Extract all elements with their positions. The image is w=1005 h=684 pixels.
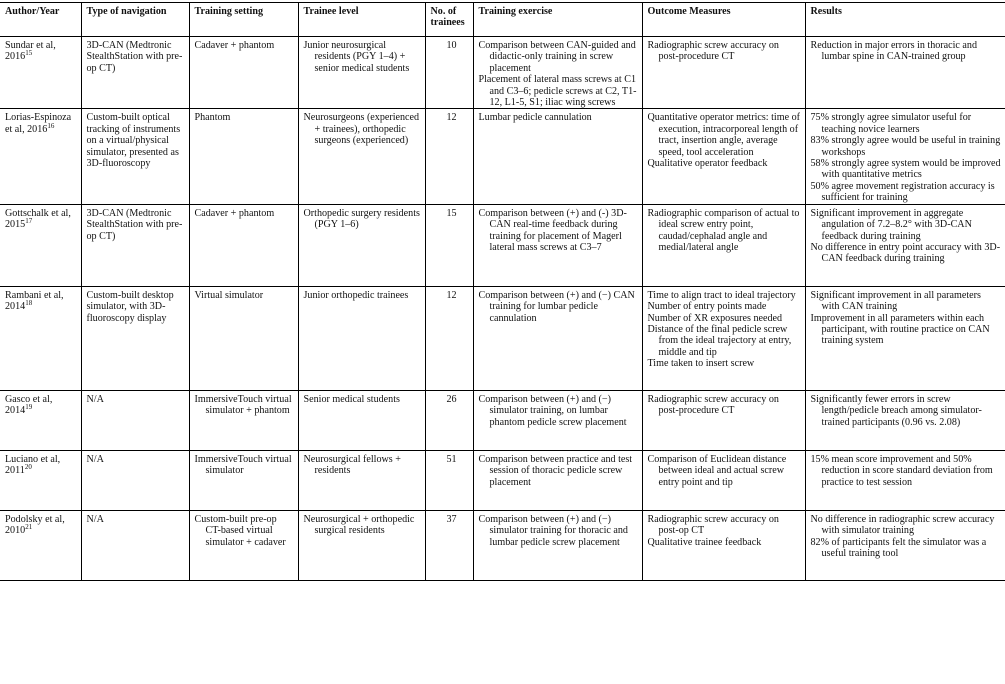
cell-outcome [642, 204, 805, 286]
exercise-line: Lumbar pedicle cannulation [478, 112, 592, 124]
cell-author [0, 37, 81, 109]
author-name: Luciano et al, 2011 [5, 453, 61, 477]
table-row [0, 450, 1005, 510]
table-row [0, 286, 1005, 390]
cell-results [805, 450, 1005, 510]
studies-table [0, 2, 1005, 581]
cell-num [425, 204, 473, 286]
reference-number: 19 [25, 403, 33, 412]
exercise-line: Comparison between CAN-guided and didactic-only training in screw placement [478, 40, 636, 74]
table-row [0, 204, 1005, 286]
cell-navigation [81, 204, 189, 286]
cell-results [805, 510, 1005, 580]
table-row [0, 109, 1005, 204]
cell-level [298, 390, 425, 450]
setting-text: Custom-built pre-op CT-based virtual simulator + cadaver [194, 513, 286, 548]
cell-navigation [81, 510, 189, 580]
cell-num [425, 450, 473, 510]
header-exercise: Training exercise [473, 3, 642, 37]
author-name: Podolsky et al, 2010 [5, 513, 65, 537]
cell-outcome [642, 390, 805, 450]
cell-setting [189, 390, 298, 450]
result-line: 82% of participants felt the simulator was a useful training tool [810, 536, 987, 559]
cell-level [298, 510, 425, 580]
cell-results [805, 390, 1005, 450]
cell-level [298, 109, 425, 204]
cell-setting [189, 286, 298, 390]
table-row [0, 390, 1005, 450]
result-line: Improvement in all parameters within each participant, with routine practice on CAN training system [810, 312, 990, 347]
cell-exercise [473, 390, 642, 450]
outcome-line: Number of entry points made [647, 301, 767, 313]
outcome-line: Comparison of Euclidean distance between ideal and actual screw entry point and tip [647, 453, 787, 488]
trainee-count: 26 [446, 393, 457, 405]
cell-results [805, 286, 1005, 390]
result-line: 15% mean score improvement and 50% reduction in score standard deviation from practice to test session [810, 453, 993, 488]
exercise-line: Comparison between (+) and (−) simulator training for thoracic and lumbar pedicle screw placement [478, 513, 628, 548]
exercise-line: Comparison between (+) and (−) simulator training, on lumbar phantom pedicle screw placement [478, 393, 627, 428]
reference-number: 17 [25, 217, 33, 226]
level-text: Senior medical students [303, 393, 400, 405]
cell-navigation [81, 390, 189, 450]
author-name: Sundar et al, 2016 [5, 40, 56, 63]
header-setting: Training setting [189, 3, 298, 37]
header-results: Results [810, 6, 842, 17]
result-line: Significant improvement in aggregate angulation of 7.2–8.2° with 3D-CAN feedback during training [810, 207, 972, 242]
trainee-count: 10 [446, 40, 457, 51]
cell-outcome [642, 109, 805, 204]
cell-num [425, 510, 473, 580]
cell-author [0, 204, 81, 286]
cell-setting [189, 450, 298, 510]
table-header-row [0, 3, 1005, 37]
outcome-line: Qualitative trainee feedback [647, 536, 762, 548]
cell-author [0, 286, 81, 390]
cell-exercise [473, 510, 642, 580]
setting-text: ImmersiveTouch virtual simulator [194, 453, 292, 477]
cell-navigation [81, 109, 189, 204]
result-line: 58% strongly agree system would be improved with quantitative metrics [810, 158, 1001, 181]
setting-text: Cadaver + phantom [194, 40, 275, 51]
trainee-count: 15 [446, 207, 457, 219]
result-line: No difference in entry point accuracy with 3D-CAN feedback during training [810, 241, 1001, 265]
cell-exercise [473, 450, 642, 510]
level-text: Neurosurgical fellows + residents [303, 453, 401, 477]
reference-number: 15 [25, 49, 33, 58]
cell-num [425, 109, 473, 204]
cell-author [0, 510, 81, 580]
cell-setting [189, 510, 298, 580]
reference-number: 18 [25, 299, 33, 308]
reference-number: 21 [25, 523, 33, 532]
cell-outcome [642, 450, 805, 510]
cell-exercise [473, 204, 642, 286]
cell-author [0, 390, 81, 450]
header-level: Trainee level [298, 3, 425, 37]
navigation-text: N/A [86, 513, 104, 525]
level-text: Junior neurosurgical residents (PGY 1–4) + senior medical students [303, 40, 410, 74]
result-line: Significantly fewer errors in screw length/pedicle breach among simulator-trained participants (0.96 vs. 2.08) [810, 393, 982, 428]
author-name: Gasco et al, 2014 [5, 393, 53, 417]
setting-text: Virtual simulator [194, 289, 264, 301]
header-num: No. of trainees [425, 3, 473, 37]
table-row [0, 510, 1005, 580]
outcome-line: Radiographic screw accuracy on post-procedure CT [647, 40, 779, 63]
outcome-line: Time taken to insert screw [647, 358, 755, 370]
trainee-count: 12 [446, 112, 457, 124]
cell-author [0, 109, 81, 204]
exercise-line: Comparison between (+) and (-) 3D-CAN real-time feedback during training for placement of Magerl lateral mass screws at C3–7 [478, 207, 627, 253]
cell-level [298, 286, 425, 390]
cell-level [298, 450, 425, 510]
level-text: Orthopedic surgery residents (PGY 1–6) [303, 207, 420, 231]
exercise-line: Comparison between practice and test session of thoracic pedicle screw placement [478, 453, 633, 488]
author-name: Gottschalk et al, 2015 [5, 207, 71, 231]
reference-number: 16 [47, 121, 55, 130]
outcome-line: Quantitative operator metrics: time of execution, intracorporeal length of tract, insertion angle, average speed, tool acceleration [647, 112, 800, 158]
outcome-line: Qualitative operator feedback [647, 158, 768, 170]
navigation-text: 3D-CAN (Medtronic StealthStation with pre-op CT) [86, 207, 183, 242]
outcome-line: Distance of the final pedicle screw from the ideal trajectory at entry, middle and tip [647, 323, 792, 358]
level-text: Junior orthopedic trainees [303, 289, 409, 301]
cell-level [298, 37, 425, 109]
cell-outcome [642, 510, 805, 580]
outcome-line: Number of XR exposures needed [647, 312, 783, 324]
cell-navigation [81, 286, 189, 390]
header-outcome: Outcome Measures [642, 3, 805, 37]
reference-number: 20 [24, 463, 32, 472]
outcome-line: Radiographic screw accuracy on post-op CT [647, 513, 779, 537]
setting-text: Phantom [194, 112, 231, 124]
cell-navigation [81, 450, 189, 510]
setting-text: ImmersiveTouch virtual simulator + phantom [194, 393, 292, 417]
header-author: Author/Year [0, 3, 81, 37]
cell-exercise [473, 109, 642, 204]
navigation-text: N/A [86, 393, 104, 405]
cell-outcome [642, 37, 805, 109]
cell-results [805, 109, 1005, 204]
cell-num [425, 37, 473, 109]
cell-exercise [473, 286, 642, 390]
level-text: Neurosurgical + orthopedic surgical residents [303, 513, 415, 537]
trainee-count: 51 [446, 453, 457, 465]
cell-outcome [642, 286, 805, 390]
navigation-text: Custom-built optical tracking of instruments on a virtual/physical simulator, presented as 3D-fluoroscopy [86, 112, 181, 170]
exercise-line: Placement of lateral mass screws at C1 and C3–6; pedicle screws at C2, T1-12, L1-5, S1; iliac wing screws [478, 74, 637, 109]
cell-num [425, 286, 473, 390]
cell-setting [189, 109, 298, 204]
outcome-line: Radiographic screw accuracy on post-procedure CT [647, 393, 779, 417]
trainee-count: 12 [446, 289, 457, 301]
outcome-line: Radiographic comparison of actual to ideal screw entry point, caudad/cephalad angle and medial/lateral angle [647, 207, 800, 253]
result-line: 75% strongly agree simulator useful for teaching novice learners [810, 112, 972, 135]
navigation-text: N/A [86, 453, 104, 465]
author-name: Rambani et al, 2014 [5, 289, 64, 313]
exercise-line: Comparison between (+) and (−) CAN training for lumbar pedicle cannulation [478, 289, 635, 324]
author-name: Lorias-Espinoza et al, 2016 [5, 112, 72, 135]
cell-navigation [81, 37, 189, 109]
result-line: Significant improvement in all parameters with CAN training [810, 289, 981, 313]
cell-author [0, 450, 81, 510]
cell-results [805, 37, 1005, 109]
cell-setting [189, 37, 298, 109]
navigation-text: Custom-built desktop simulator, with 3D-fluoroscopy display [86, 289, 174, 324]
result-line: No difference in radiographic screw accuracy with simulator training [810, 513, 995, 537]
outcome-line: Time to align tract to ideal trajectory [647, 289, 796, 301]
result-line: 83% strongly agree would be useful in training workshops [810, 135, 1001, 158]
cell-results [805, 204, 1005, 286]
cell-level [298, 204, 425, 286]
navigation-text: 3D-CAN (Medtronic StealthStation with pre-op CT) [86, 40, 183, 74]
trainee-count: 37 [446, 513, 457, 525]
level-text: Neurosurgeons (experienced + trainees), orthopedic surgeons (experienced) [303, 112, 420, 147]
cell-exercise [473, 37, 642, 109]
table-row [0, 37, 1005, 109]
header-navigation: Type of navigation [81, 3, 189, 37]
result-line: 50% agree movement registration accuracy is sufficient for training [810, 180, 995, 204]
result-line: Reduction in major errors in thoracic and lumbar spine in CAN-trained group [810, 40, 977, 63]
cell-setting [189, 204, 298, 286]
cell-num [425, 390, 473, 450]
setting-text: Cadaver + phantom [194, 207, 275, 219]
